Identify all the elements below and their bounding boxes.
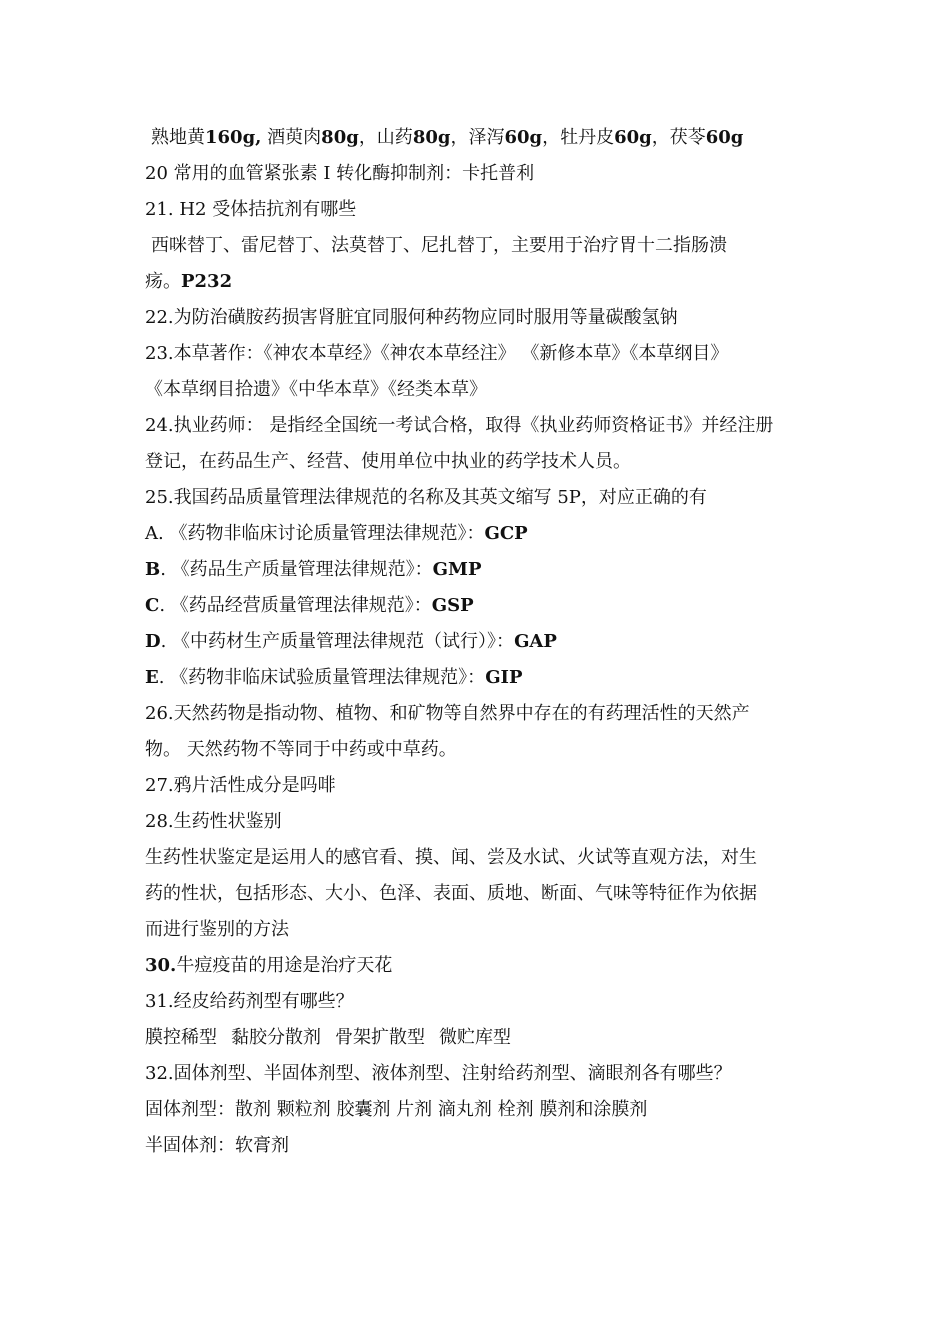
- option-letter: B: [145, 559, 161, 580]
- dosage-form: 微贮库型: [439, 1027, 511, 1048]
- option-abbr: GMP: [432, 559, 482, 580]
- herb-dose: 60g: [614, 127, 652, 148]
- answer-line: 《本草纲目拾遗》《中华本草》《经类本草》: [145, 379, 487, 400]
- dosage-form: 黏胶分散剂: [231, 1027, 321, 1048]
- question-line: 22.为防治磺胺药损害肾脏宜同服何种药物应同时服用等量碳酸氢钠: [145, 307, 678, 328]
- option-text: . 《药物非临床讨论质量管理法律规范》：: [158, 523, 485, 544]
- herb-dose: 160g,: [205, 127, 262, 148]
- answer-line: 西咪替丁、雷尼替丁、法莫替丁、尼扎替丁，主要用于治疗胃十二指肠溃: [151, 235, 727, 256]
- answer-line: [145, 264, 825, 300]
- question-line: 24.执业药师： 是指经全国统一考试合格，取得《执业药师资格证书》并经注册: [145, 415, 774, 436]
- herb-dose: 60g: [705, 127, 744, 148]
- document-body: [145, 120, 825, 1164]
- dosage-form: 骨架扩散型: [335, 1027, 425, 1048]
- option-letter: E: [145, 667, 159, 688]
- herb-name: ，牡丹皮: [542, 127, 615, 148]
- option-abbr: GCP: [484, 523, 528, 544]
- question-line: 27.鸦片活性成分是吗啡: [145, 775, 336, 796]
- formula-line: [145, 120, 825, 156]
- option-letter: C: [145, 595, 160, 616]
- option-b: [145, 552, 825, 588]
- question-line: 28.生药性状鉴别: [145, 811, 282, 832]
- answer-line: 生药性状鉴定是运用人的感官看、摸、闻、尝及水试、火试等直观方法，对生: [145, 847, 757, 868]
- page-reference: P232: [181, 271, 233, 292]
- option-abbr: GIP: [485, 667, 523, 688]
- question-text: 牛痘疫苗的用途是治疗天花: [176, 955, 393, 976]
- answer-line: 固体剂型：散剂 颗粒剂 胶囊剂 片剂 滴丸剂 栓剂 膜剂和涂膜剂: [145, 1099, 648, 1120]
- herb-dose: 80g: [321, 127, 359, 148]
- question-line: 32.固体剂型、半固体剂型、液体剂型、注射给药剂型、滴眼剂各有哪些？: [145, 1063, 732, 1084]
- option-d: [145, 624, 825, 660]
- herb-name: ，泽泻: [450, 127, 505, 148]
- answer-line: 登记，在药品生产、经营、使用单位中执业的药学技术人员。: [145, 451, 631, 472]
- option-text: . 《中药材生产质量管理法律规范（试行）》：: [160, 631, 515, 652]
- option-text: . 《药物非临床试验质量管理法律规范》：: [158, 667, 486, 688]
- herb-dose: 80g: [412, 127, 451, 148]
- question-line: 21. H2 受体拮抗剂有哪些: [145, 199, 357, 220]
- answer-line: 药的性状，包括形态、大小、色泽、表面、质地、断面、气味等特征作为依据: [145, 883, 757, 904]
- answer-line: 而进行鉴别的方法: [145, 919, 289, 940]
- option-e: [145, 660, 825, 696]
- question-line: 31.经皮给药剂型有哪些？: [145, 991, 354, 1012]
- option-letter: D: [145, 631, 161, 652]
- herb-name: ，山药: [358, 127, 413, 148]
- option-abbr: GAP: [514, 631, 557, 652]
- question-line: 25.我国药品质量管理法律规范的名称及其英文缩写 5P，对应正确的有: [145, 487, 707, 508]
- question-line: 26.天然药物是指动物、植物、和矿物等自然界中存在的有药理活性的天然产: [145, 703, 750, 724]
- text-line: 20 常用的血管紧张素 I 转化酶抑制剂：卡托普利: [145, 163, 535, 184]
- herb-name: 酒萸肉: [261, 127, 322, 148]
- option-letter: A: [145, 523, 158, 544]
- question-line: [145, 948, 825, 984]
- option-c: [145, 588, 825, 624]
- answer-line: 物。 天然药物不等同于中药或中草药。: [145, 739, 457, 760]
- option-a: [145, 516, 825, 552]
- herb-name: 熟地黄: [151, 127, 205, 148]
- answer-line: [145, 1020, 825, 1056]
- herb-dose: 60g: [504, 127, 543, 148]
- option-text: . 《药品生产质量管理法律规范》：: [160, 559, 433, 580]
- option-text: . 《药品经营质量管理法律规范》：: [159, 595, 432, 616]
- question-number: 30.: [145, 955, 177, 976]
- option-abbr: GSP: [431, 595, 474, 616]
- dosage-form: 膜控稀型: [145, 1027, 217, 1048]
- answer-line: 半固体剂：软膏剂: [145, 1135, 289, 1156]
- answer-text: 疡。: [145, 271, 181, 292]
- question-line: 23.本草著作：《神农本草经》《神农本草经注》 《新修本草》《本草纲目》: [145, 343, 729, 364]
- herb-name: ，茯苓: [651, 127, 706, 148]
